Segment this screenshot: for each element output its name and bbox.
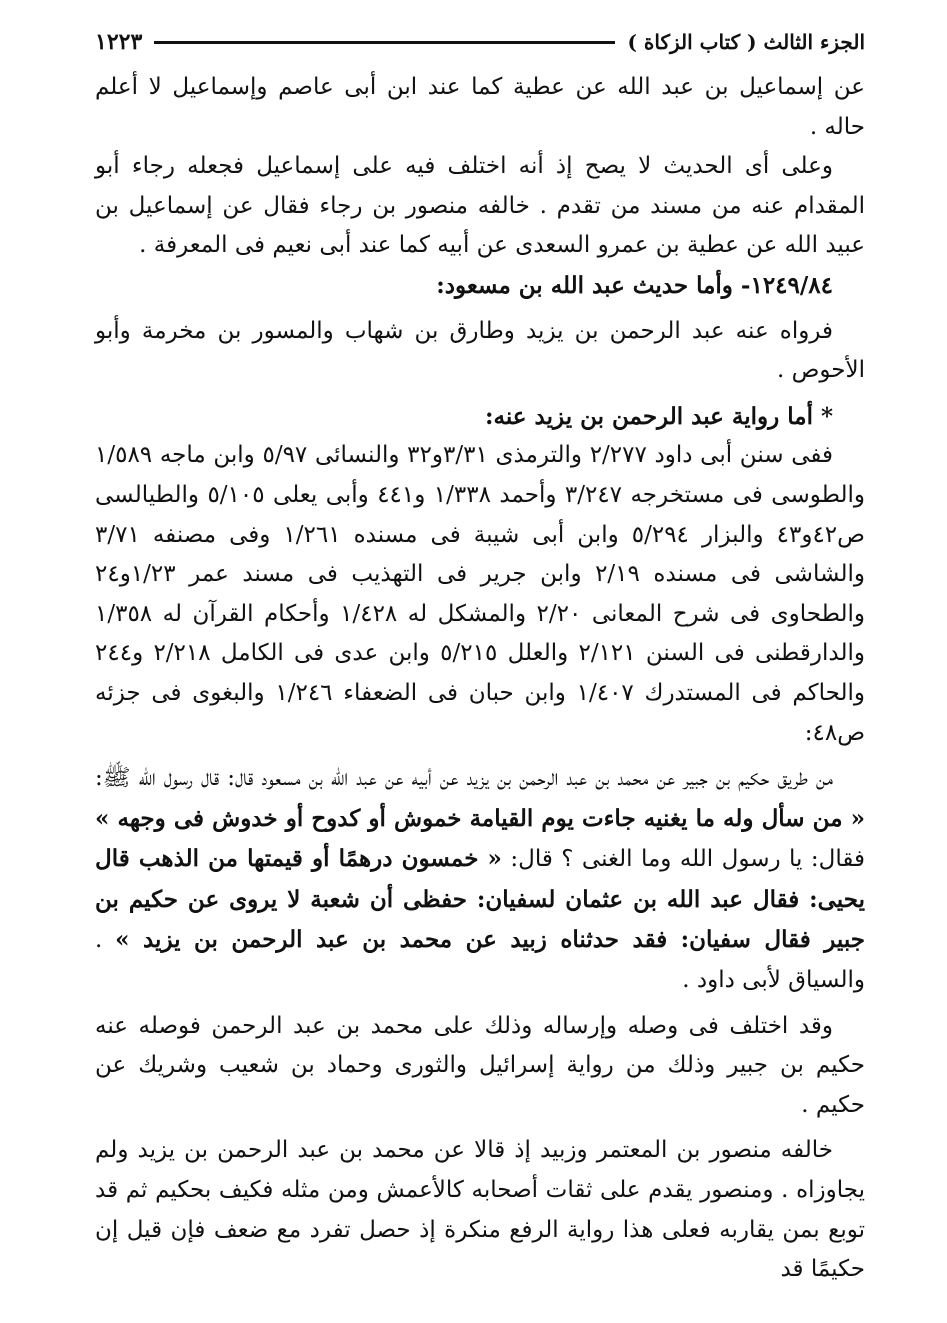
- running-header: [95, 18, 865, 66]
- sub-heading: * أما رواية عبد الرحمن بن يزيد عنه:: [485, 402, 833, 430]
- paragraph-5: [95, 759, 865, 1001]
- page-number: ١٢٢٣: [95, 29, 143, 55]
- paragraph-3: فرواه عنه عبد الرحمن بن يزيد وطارق بن شهاب والمسور بن مخرمة وأبو الأحوص .: [95, 317, 865, 384]
- header-rule: [154, 41, 615, 44]
- paragraph-6: وقد اختلف فى وصله وإرساله وذلك على محمد بن عبد الرحمن فوصله عنه حكيم بن جبير وذلك من رواية إسرائيل والثورى وحماد بن شعيب وشريك عن حكيم .: [95, 1012, 865, 1118]
- book-title: الجزء الثالث ( كتاب الزكاة ): [627, 30, 865, 54]
- page-body: [95, 68, 865, 1290]
- isnad-text: من طريق حكيم بن جبير عن محمد بن عبد الرحمن بن يزيد عن أبيه عن عبد الله بن مسعود قال: قال رسول الله ﷺ:: [95, 765, 833, 792]
- question-text: فقال: يا رسول الله وما الغنى ؟ قال:: [501, 846, 865, 873]
- paragraph-7: خالفه منصور بن المعتمر وزبيد إذ قالا عن محمد بن عبد الرحمن بن يزيد ولم يجاوزاه . ومنصور يقدم على ثقات أصحابه كالأعمش ومن مثله فكيف بحكيم ثم قد توبع بمن يقاربه فعلى هذا رواية الرفع منكرة إذ حصل تفرد مع ضعف فإن قيل إن حكيمًا قد: [95, 1137, 865, 1283]
- hadith-heading: ١٢٤٩/٨٤- وأما حديث عبد الله بن مسعود:: [436, 271, 833, 299]
- source-note: . والسياق لأبى داود .: [95, 927, 865, 994]
- paragraph-2: وعلى أى الحديث لا يصح إذ أنه اختلف فيه على إسماعيل فجعله رجاء أبو المقدام عنه من مسند من تقدم . خالفه منصور بن رجاء فقال عن إسماعيل بن عبيد الله عن عطية بن عمرو السعدى عن أبيه كما عند أبى نعيم فى المعرفة .: [95, 153, 865, 259]
- answer-text: « خمسون درهمًا أو قيمتها من الذهب قال يحيى: فقال عبد الله بن عثمان لسفيان: حفظى أن شعبة لا يروى عن حكيم بن جبير فقال سفيان: فقد حدثناه زبيد عن محمد بن عبد الرحمن بن يزيد »: [95, 845, 866, 954]
- paragraph-4: ففى سنن أبى داود ٢/٢٧٧ والترمذى ٣/٣١و٣٢ والنسائى ٥/٩٧ وابن ماجه ١/٥٨٩ والطوسى فى مستخرجه ٣/٢٤٧ وأحمد ١/٣٣٨ و٤٤١ وأبى يعلى ٥/١٠٥ والطيالسى ص٤٢و٤٣ والبزار ٥/٢٩٤ وابن أبى شيبة فى مسنده ١/٢٦١ وفى مصنفه ٣/٧١ والشاشى فى مسنده ٢/١٩ وابن جرير فى التهذيب فى مسند عمر ١/٢٣و٢٤ والطحاوى فى شرح المعانى ٢/٢٠ والمشكل له ١/٤٢٨ وأحكام القرآن له ١/٣٥٨ والدارقطنى فى السنن ٢/١٢١ والعلل ٥/٢١٥ وابن عدى فى الكامل ٢/٢١٨ و٢٤٤ والحاكم فى المستدرك ١/٤٠٧ وابن حبان فى الضعفاء ١/٢٤٦ والبغوى فى جزئه ص٤٨:: [95, 442, 866, 746]
- hadith-text: « من سأل وله ما يغنيه جاءت يوم القيامة خموش أو كدوح أو خدوش فى وجهه »: [95, 804, 865, 832]
- paragraph-1: عن إسماعيل بن عبد الله عن عطية كما عند ابن أبى عاصم وإسماعيل لا أعلم حاله .: [95, 74, 865, 140]
